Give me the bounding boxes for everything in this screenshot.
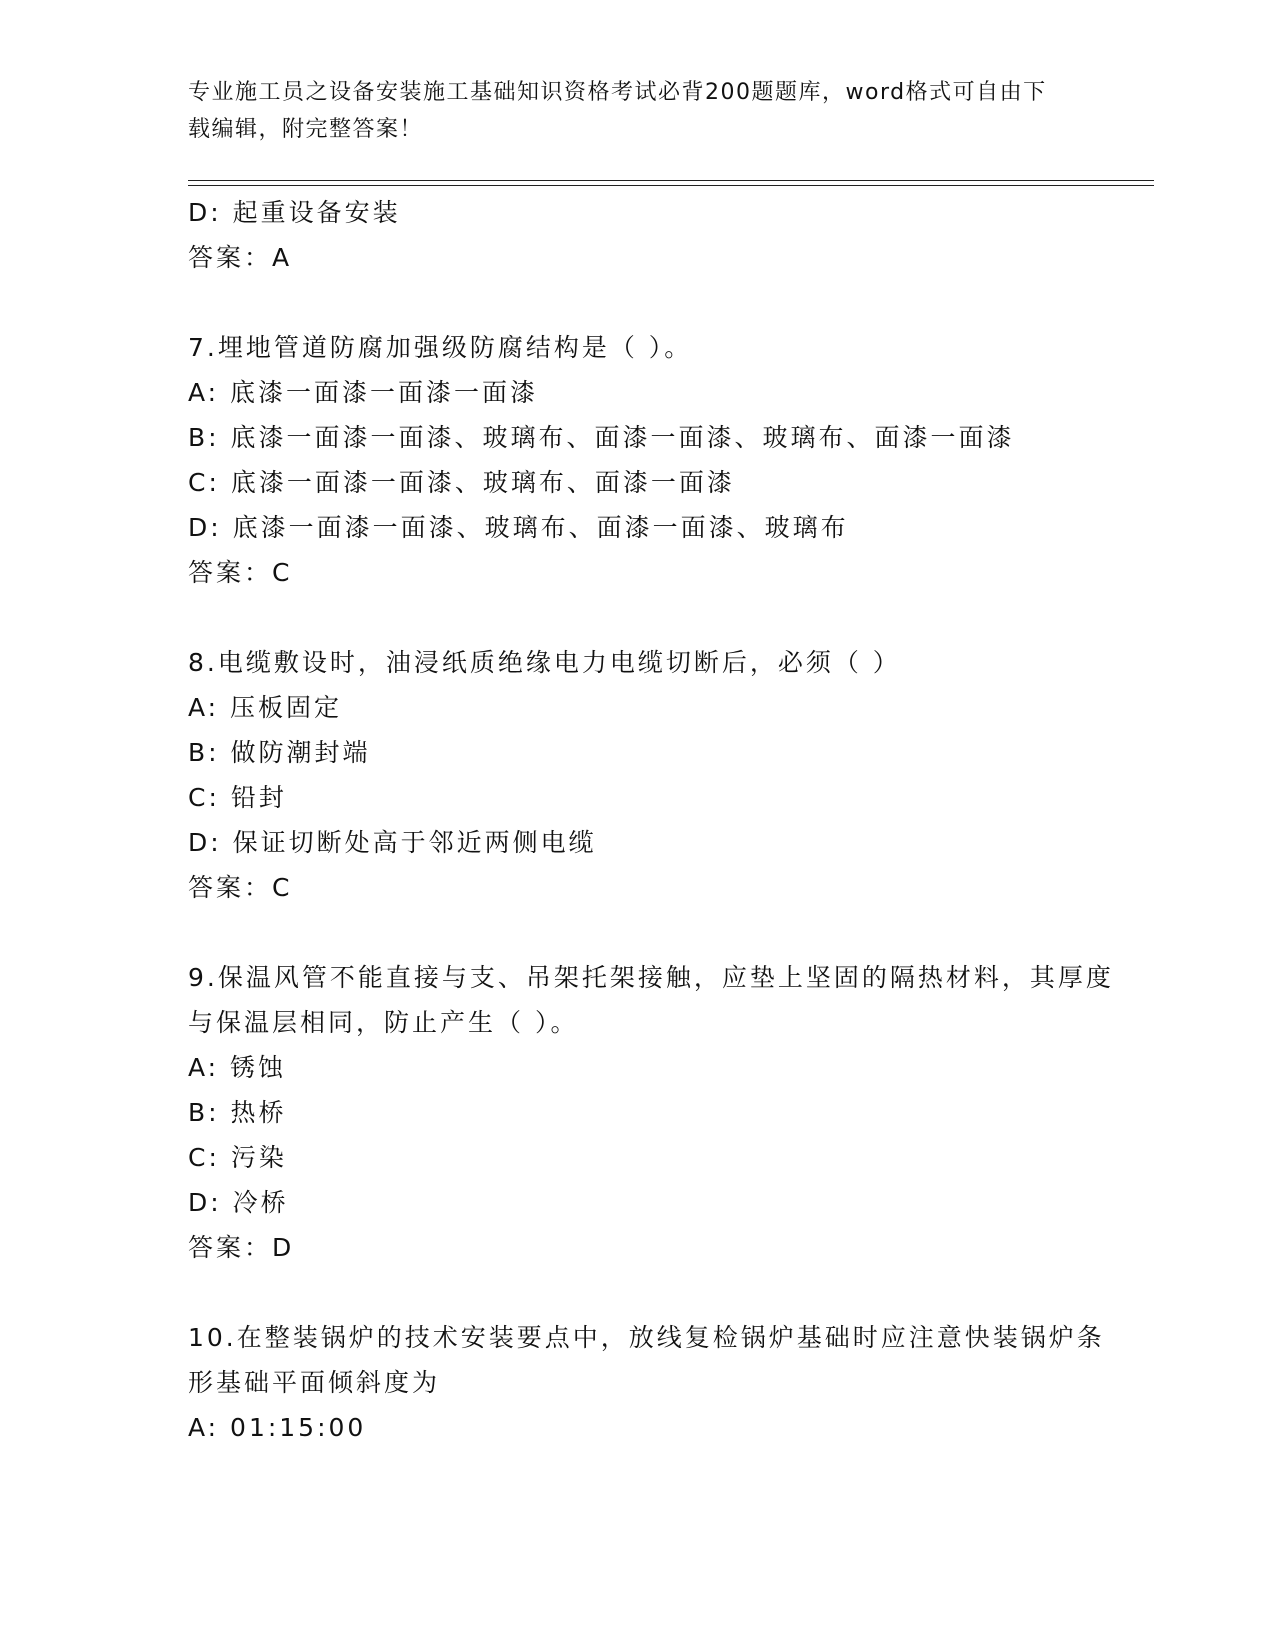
question-stem: 8.电缆敷设时，油浸纸质绝缘电力电缆切断后，必须（ ） [188, 648, 901, 677]
question-9 [188, 955, 1128, 1271]
option-d: D: 起重设备安装 [188, 198, 401, 227]
question-stem: 10.在整装锅炉的技术安装要点中，放线复检锅炉基础时应注意快装锅炉条形基础平面倾斜度为 [188, 1323, 1105, 1397]
option-a: A: 锈蚀 [188, 1053, 287, 1082]
option-b: B: 底漆一面漆一面漆、玻璃布、面漆一面漆、玻璃布、面漆一面漆 [188, 423, 1015, 452]
document-header [188, 74, 1068, 148]
question-list [188, 190, 1128, 1450]
header-rule-top [188, 180, 1154, 181]
option-a: A: 底漆一面漆一面漆一面漆 [188, 378, 539, 407]
option-d: D: 底漆一面漆一面漆、玻璃布、面漆一面漆、玻璃布 [188, 513, 849, 542]
header-rule-bottom [188, 185, 1154, 186]
option-d: D: 保证切断处高于邻近两侧电缆 [188, 828, 597, 857]
option-c: C: 污染 [188, 1143, 287, 1172]
answer: 答案：A [188, 243, 293, 272]
option-c: C: 铅封 [188, 783, 287, 812]
question-7 [188, 325, 1128, 596]
question-10 [188, 1315, 1128, 1450]
partial-question [188, 190, 1128, 281]
answer: 答案：D [188, 1233, 295, 1262]
option-c: C: 底漆一面漆一面漆、玻璃布、面漆一面漆 [188, 468, 735, 497]
question-stem: 9.保温风管不能直接与支、吊架托架接触，应垫上坚固的隔热材料，其厚度与保温层相同，防止产生（ ）。 [188, 963, 1114, 1037]
option-a: A: 01:15:00 [188, 1413, 367, 1442]
question-stem: 7.埋地管道防腐加强级防腐结构是（ ）。 [188, 333, 693, 362]
answer: 答案：C [188, 558, 293, 587]
question-8 [188, 640, 1128, 911]
option-a: A: 压板固定 [188, 693, 343, 722]
option-d: D: 冷桥 [188, 1188, 289, 1217]
option-b: B: 做防潮封端 [188, 738, 371, 767]
option-b: B: 热桥 [188, 1098, 287, 1127]
answer: 答案：C [188, 873, 293, 902]
header-title: 专业施工员之设备安装施工基础知识资格考试必背200题题库，word格式可自由下载编辑，附完整答案！ [188, 80, 1047, 142]
